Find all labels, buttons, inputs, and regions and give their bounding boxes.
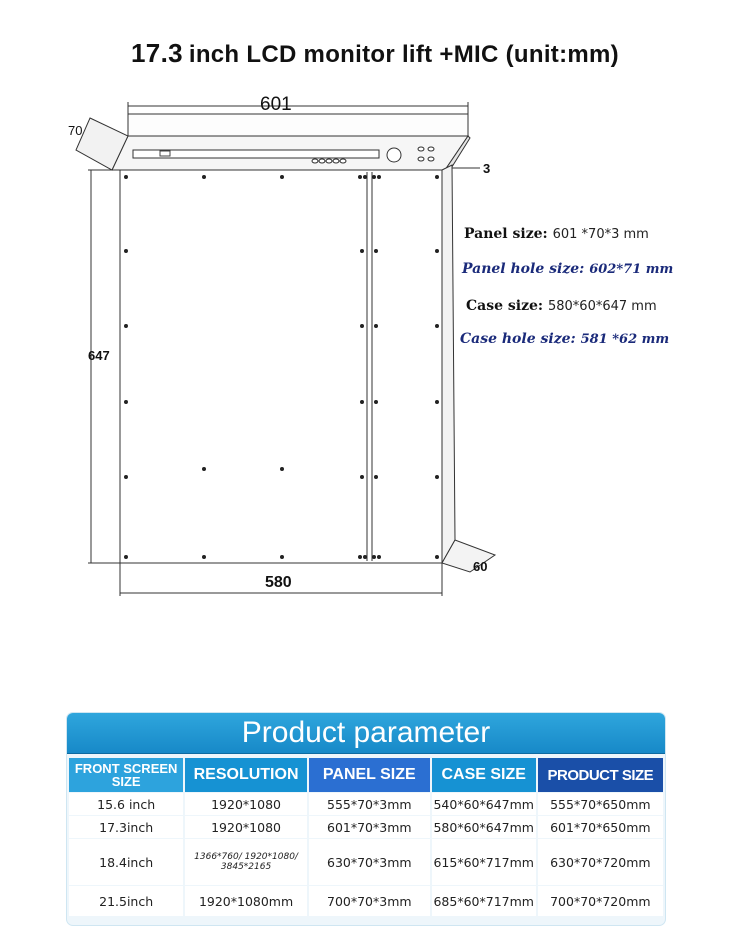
panel-usb-port — [160, 151, 170, 156]
spec-case-size — [466, 298, 657, 314]
spec-label: Panel size: — [464, 226, 548, 242]
cell-panel-size: 700*70*3mm — [309, 886, 430, 916]
cell-screen-size: 15.6 inch — [69, 793, 183, 815]
case-front — [120, 170, 442, 563]
dim-label-thickness: 3 — [483, 161, 491, 176]
cell-screen-size: 17.3inch — [69, 816, 183, 838]
table-row — [69, 839, 663, 885]
cell-screen-size: 21.5inch — [69, 886, 183, 916]
dim-label-depth-top: 70 — [68, 123, 83, 138]
cell-screen-size: 18.4inch — [69, 839, 183, 885]
header-panel-size: PANEL SIZE — [309, 758, 430, 792]
table-header-row — [69, 758, 663, 792]
product-parameter-title: Product parameter — [67, 713, 665, 754]
title-main: inch LCD monitor lift +MIC (unit:mm) — [188, 41, 619, 68]
cell-product-size: 630*70*720mm — [538, 839, 663, 885]
cell-resolution: 1920*1080 — [185, 816, 307, 838]
header-resolution: RESOLUTION — [185, 758, 307, 792]
case-body — [120, 165, 495, 572]
table-row — [69, 886, 663, 916]
cell-panel-size: 601*70*3mm — [309, 816, 430, 838]
cell-case-size: 580*60*647mm — [432, 816, 536, 838]
dim-label-bottom-width: 580 — [265, 574, 292, 591]
dim-line-647 — [88, 170, 120, 563]
spec-panel-size — [464, 226, 649, 242]
cell-case-size: 540*60*647mm — [432, 793, 536, 815]
cell-case-size: 685*60*717mm — [432, 886, 536, 916]
dim-line-601 — [128, 102, 468, 114]
header-case-size: CASE SIZE — [432, 758, 536, 792]
spec-value: 580*60*647 mm — [547, 299, 657, 314]
cell-product-size: 601*70*650mm — [538, 816, 663, 838]
table-row — [69, 793, 663, 815]
dim-label-height: 647 — [88, 348, 110, 363]
spec-case-hole-size — [460, 331, 669, 347]
spec-value: 602*71 mm — [589, 262, 674, 277]
product-parameter-table — [67, 757, 665, 917]
title-prefix: 17.3 — [131, 38, 183, 68]
table-row — [69, 816, 663, 838]
spec-panel-hole-size — [462, 261, 673, 277]
panel-knob — [387, 148, 401, 162]
case-side — [442, 165, 455, 563]
spec-value: 581 *62 mm — [580, 332, 670, 347]
cell-case-size: 615*60*717mm — [432, 839, 536, 885]
spec-label: Case hole size: — [460, 331, 576, 347]
spec-label: Panel hole size: — [462, 261, 585, 277]
cell-product-size: 555*70*650mm — [538, 793, 663, 815]
dim-label-depth-bottom: 60 — [473, 559, 488, 574]
header-product-size: PRODUCT SIZE — [538, 758, 663, 792]
top-panel — [76, 114, 470, 170]
product-parameter-panel — [67, 713, 665, 925]
panel-button-row — [312, 159, 346, 163]
cell-panel-size: 555*70*3mm — [309, 793, 430, 815]
cell-product-size: 700*70*720mm — [538, 886, 663, 916]
panel-top-face — [128, 114, 468, 136]
dim-label-top-width: 601 — [260, 94, 292, 115]
cell-panel-size: 630*70*3mm — [309, 839, 430, 885]
cell-resolution: 1366*760/ 1920*1080/ 3845*2165 — [185, 839, 307, 885]
cell-resolution: 1920*1080mm — [185, 886, 307, 916]
cell-resolution: 1920*1080 — [185, 793, 307, 815]
spec-label: Case size: — [466, 298, 544, 314]
header-front-screen-size: FRONT SCREEN SIZE — [69, 758, 183, 792]
spec-value: 601 *70*3 mm — [552, 227, 649, 242]
